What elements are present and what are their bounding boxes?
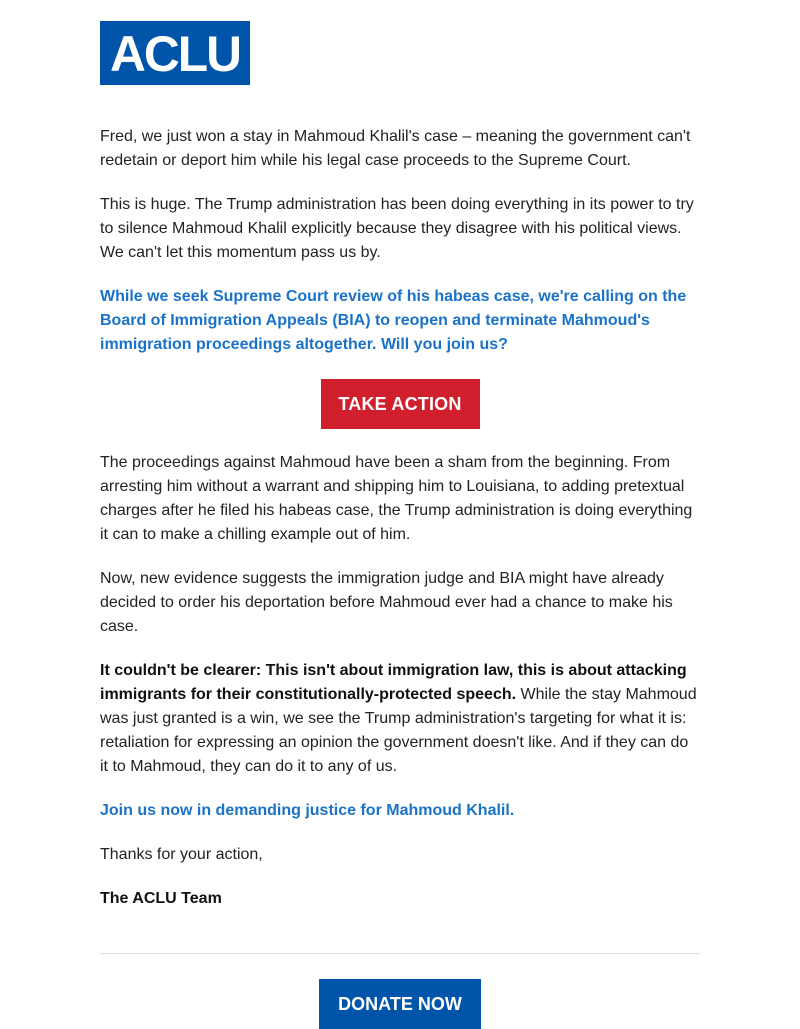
cta-paragraph — [100, 285, 700, 357]
join-paragraph — [100, 799, 700, 823]
aclu-logo-mark — [100, 21, 250, 85]
email-body — [100, 21, 700, 1029]
aclu-logo[interactable] — [100, 21, 250, 85]
join-link[interactable]: Join us now in demanding justice for Mahmoud Khalil — [100, 802, 510, 819]
evidence-paragraph: Now, new evidence suggests the immigration judge and BIA might have already decided to order his deportation before Mahmoud ever had a chance to make his case. — [100, 570, 673, 635]
speech-paragraph-bold: It couldn't be clearer: This isn't about immigration law, this is about attacking immigrants for their constitutionally-protected speech. — [100, 662, 687, 703]
thanks-line: Thanks for your action, — [100, 846, 263, 863]
donate-wrapper — [100, 979, 700, 1029]
join-period: . — [509, 802, 515, 819]
speech-paragraph-rest: While the stay Mahmoud was just granted is a win, we see the Trump administration's targeting for what it is: retaliation for expressing an opinion the government doesn't like. And if they can do it to Mahmoud, they can do it to any of us. — [100, 686, 697, 775]
aclu-logo-text: ACLU — [110, 26, 240, 82]
speech-paragraph — [100, 659, 700, 779]
proceedings-paragraph: The proceedings against Mahmoud have been a sham from the beginning. From arresting him without a warrant and shipping him to Louisiana, to adding pretextual charges after he filed his habeas case, the Trump administration is doing everything it can to make a chilling example out of him. — [100, 454, 693, 543]
signature: The ACLU Team — [100, 890, 222, 907]
take-action-button[interactable]: TAKE ACTION — [321, 379, 480, 429]
take-action-wrapper — [100, 379, 700, 429]
intro-paragraph: Fred, we just won a stay in Mahmoud Khalil's case – meaning the government can't redetain or deport him while his legal case proceeds to the Supreme Court. — [100, 128, 691, 169]
cta-link[interactable]: While we seek Supreme Court review of his habeas case, we're calling on the Board of Immigration Appeals (BIA) to reopen and terminate Mahmoud's immigration proceedings altogether. Will you join us? — [100, 288, 687, 353]
context-paragraph: This is huge. The Trump administration has been doing everything in its power to try to silence Mahmoud Khalil explicitly because they disagree with his political views. We can't let this momentum pass us by. — [100, 196, 694, 261]
footer-divider — [100, 953, 700, 954]
donate-button[interactable]: DONATE NOW — [319, 979, 481, 1029]
